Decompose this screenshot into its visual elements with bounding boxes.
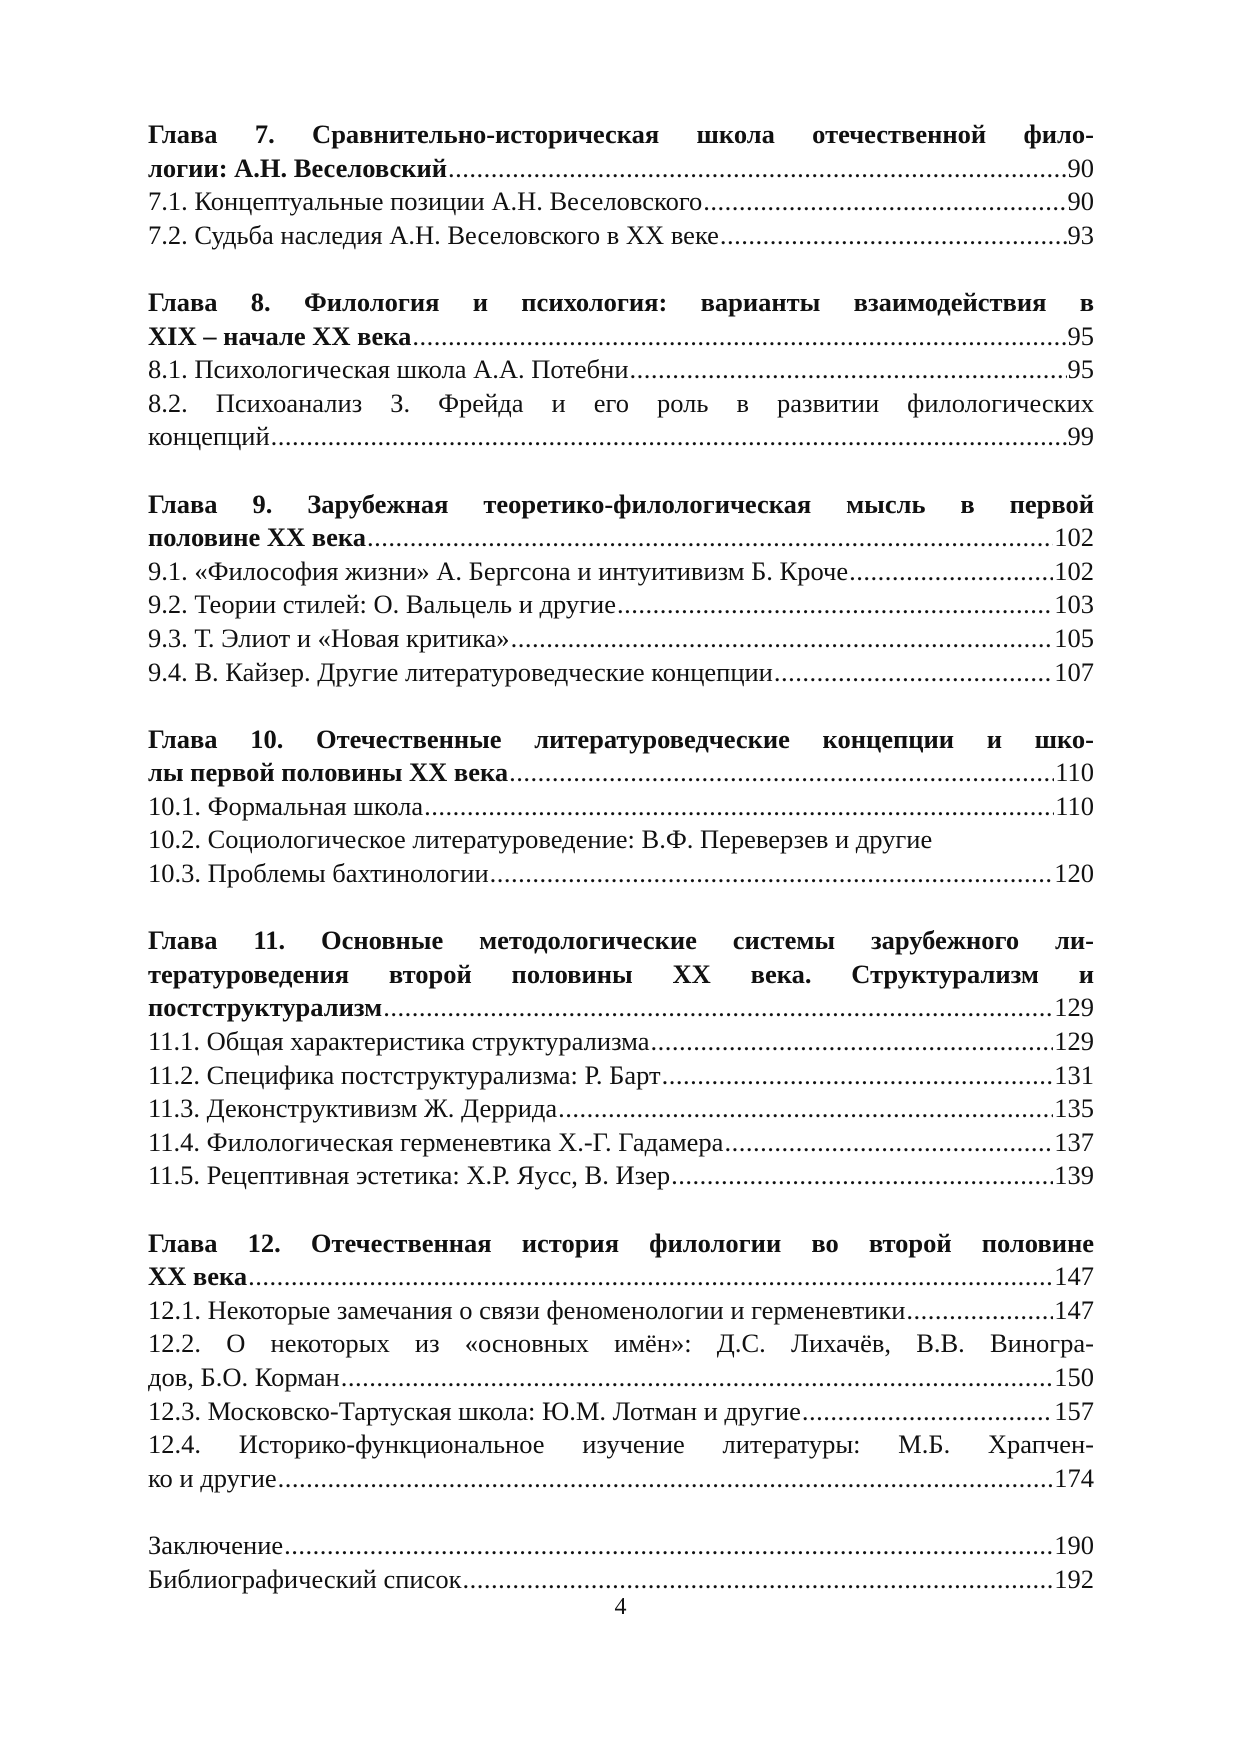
chapter-block [148,488,1094,690]
section-entry-page: 147 [1054,1294,1094,1325]
section-entry [148,1126,1094,1160]
table-of-contents [148,118,1094,1596]
section-entry-page: 103 [1054,589,1094,620]
section-entry-text: 9.3. Т. Элиот и «Новая критика» [148,622,510,653]
section-entry [148,1025,1094,1059]
chapter-heading-text: половине XX века [148,522,366,553]
chapter-heading-text: XX века [148,1261,248,1292]
dot-leader [802,1395,1053,1429]
section-entry-text: 7.1. Концептуальные позиции А.Н. Веселовского [148,186,703,217]
dot-leader [617,588,1053,622]
dot-leader [248,1260,1053,1294]
section-entry-text: дов, Б.О. Корман [148,1361,340,1392]
dot-leader [558,1092,1053,1126]
chapter-heading-line: Глава 11. Основные методологические системы зарубежного ли- [148,925,1094,956]
section-entry [148,1059,1094,1093]
chapter-heading [148,521,1094,555]
section-entry [148,420,1094,454]
section-entry-text: 11.2. Специфика постструктурализма: Р. Барт [148,1059,661,1090]
dot-leader [271,420,1067,454]
section-entry-text: 12.3. Московско-Тартуская школа: Ю.М. Лотман и другие [148,1395,801,1426]
section-entry-page: 90 [1067,186,1094,217]
chapter-heading [148,1260,1094,1294]
section-entry [148,656,1094,690]
section-entry [148,588,1094,622]
section-entry-text: 7.2. Судьба наследия А.Н. Веселовского в XX веке [148,219,719,250]
chapter-heading-page: 110 [1055,757,1094,788]
section-entry-text: концепций [148,421,270,452]
dot-leader [367,521,1053,555]
dot-leader [509,756,1054,790]
dot-leader [671,1159,1053,1193]
section-entry-text: 9.4. В. Кайзер. Другие литературоведческие концепции [148,656,773,687]
dot-leader [341,1361,1054,1395]
chapter-heading-text: XIX – начале XX века [148,320,412,351]
chapter-heading-page: 147 [1054,1261,1094,1292]
dot-leader [774,656,1053,690]
section-entry-text: 10.3. Проблемы бахтинологии [148,858,489,889]
dot-leader [463,1563,1054,1597]
section-entry-text: 11.4. Филологическая герменевтика Х.-Г. Гадамера [148,1126,724,1157]
dot-leader [448,152,1066,186]
dot-leader [511,622,1054,656]
dot-leader [651,1025,1054,1059]
dot-leader [662,1059,1054,1093]
chapter-block [148,118,1094,252]
dot-leader [412,320,1066,354]
chapter-block [148,924,1094,1193]
section-entry-page: 137 [1054,1126,1094,1157]
dot-leader [284,1529,1053,1563]
section-entry-page: 120 [1054,858,1094,889]
dot-leader [724,1126,1053,1160]
section-entry-text: 11.3. Деконструктивизм Ж. Деррида [148,1093,558,1124]
chapter-heading-page: 95 [1067,320,1094,351]
dot-leader [490,857,1054,891]
section-entry-page: 131 [1054,1059,1094,1090]
section-entry-page: 102 [1054,555,1094,586]
section-entry [148,185,1094,219]
section-entry-text: 8.1. Психологическая школа А.А. Потебни [148,354,629,385]
dot-leader [278,1462,1054,1496]
chapter-heading-text: постструктурализм [148,992,383,1023]
section-entry-page: 135 [1054,1093,1094,1124]
section-entry-text: 11.1. Общая характеристика структурализма [148,1026,650,1057]
chapter-heading-page: 102 [1054,522,1094,553]
chapter-heading-line: тературоведения второй половины XX века. Структурализм и [148,958,1094,989]
chapter-heading-line: Глава 10. Отечественные литературоведческие концепции и шко- [148,723,1094,754]
chapter-block [148,723,1094,891]
section-entry-page: 95 [1067,354,1094,385]
dot-leader [630,353,1067,387]
section-entry-text: 10.1. Формальная школа [148,790,424,821]
section-entry-page: 129 [1054,1026,1094,1057]
chapter-heading [148,991,1094,1025]
section-entry-page: 105 [1054,622,1094,653]
section-entry-page: 99 [1067,421,1094,452]
section-entry-text: 10.2. Социологическое литературоведение: В.Ф. Переверзев и другие [148,824,933,855]
dot-leader [383,991,1053,1025]
section-entry-page: 110 [1055,790,1094,821]
section-entry [148,790,1094,824]
end-matter [148,1529,1094,1596]
section-entry-page: 93 [1067,219,1094,250]
dot-leader [703,185,1066,219]
chapter-heading [148,320,1094,354]
page-number: 4 [614,1594,627,1620]
section-entry-text: 9.2. Теории стилей: О. Вальцель и другие [148,589,616,620]
end-matter-entry-text: Заключение [148,1529,284,1560]
section-entry-page: 150 [1054,1361,1094,1392]
section-entry-text: ко и другие [148,1462,277,1493]
chapter-heading-text: логии: А.Н. Веселовский [148,152,448,183]
section-entry-page: 107 [1054,656,1094,687]
chapter-heading-text: лы первой половины XX века [148,757,509,788]
section-entry [148,857,1094,891]
chapter-block [148,1227,1094,1496]
section-line: 8.2. Психоанализ З. Фрейда и его роль в развитии филологических [148,387,1094,418]
section-entry [148,1159,1094,1193]
dot-leader [849,555,1053,589]
section-entry-text: 11.5. Рецептивная эстетика: Х.Р. Яусс, В. Изер [148,1160,671,1191]
section-entry-page: 157 [1054,1395,1094,1426]
section-entry [148,1294,1094,1328]
section-entry [148,555,1094,589]
chapter-block [148,286,1094,454]
dot-leader [720,219,1067,253]
chapter-heading [148,152,1094,186]
section-entry [148,353,1094,387]
chapter-heading-page: 90 [1067,152,1094,183]
section-entry [148,1092,1094,1126]
end-matter-entry-text: Библиографический список [148,1563,462,1594]
section-entry [148,1361,1094,1395]
section-entry-text: 9.1. «Философия жизни» А. Бергсона и интуитивизм Б. Кроче [148,555,849,586]
section-entry [148,1462,1094,1496]
end-matter-entry [148,1529,1094,1563]
section-entry-text: 12.1. Некоторые замечания о связи феноменологии и герменевтики [148,1294,906,1325]
section-entry [148,1395,1094,1429]
chapter-heading-line: Глава 8. Филология и психология: варианты взаимодействия в [148,286,1094,317]
end-matter-entry [148,1563,1094,1597]
chapter-heading-line: Глава 9. Зарубежная теоретико-филологическая мысль в первой [148,488,1094,519]
section-line: 12.2. О некоторых из «основных имён»: Д.С. Лихачёв, В.В. Виногра- [148,1328,1094,1359]
section-entry-page: 139 [1054,1160,1094,1191]
chapter-heading [148,756,1094,790]
section-entry [148,622,1094,656]
chapter-heading-line: Глава 12. Отечественная история филологии во второй половине [148,1227,1094,1258]
dot-leader [424,790,1054,824]
chapter-heading-page: 129 [1054,992,1094,1023]
dot-leader [906,1294,1053,1328]
chapter-heading-line: Глава 7. Сравнительно-историческая школа отечественной фило- [148,119,1094,149]
end-matter-entry-page: 192 [1054,1563,1094,1594]
end-matter-entry-page: 190 [1054,1529,1094,1560]
section-entry [148,219,1094,253]
section-entry-page: 174 [1054,1462,1094,1493]
section-line: 12.4. Историко-функциональное изучение литературы: М.Б. Храпчен- [148,1429,1094,1460]
